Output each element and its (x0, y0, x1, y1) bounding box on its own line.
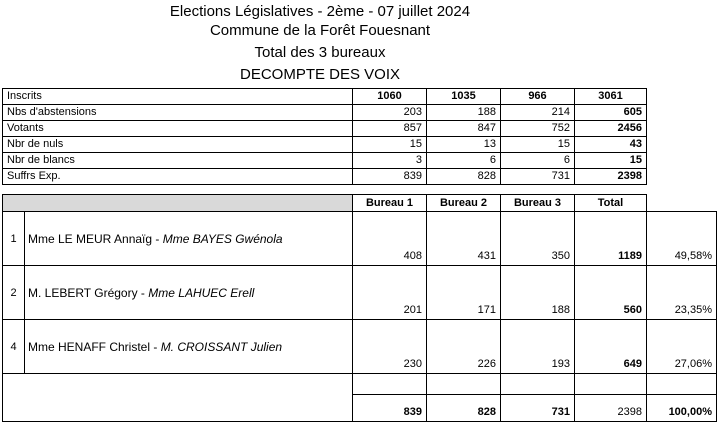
sum-b1: 839 (353, 395, 427, 422)
stats-total: 605 (575, 105, 647, 121)
candidate-number: 1 (3, 212, 25, 266)
candidate-number: 2 (3, 266, 25, 320)
stats-b3: 731 (501, 169, 575, 185)
stats-label: Suffrs Exp. (3, 169, 353, 185)
stats-label: Nbr de blancs (3, 153, 353, 169)
stats-b2: 188 (427, 105, 501, 121)
stats-b2: 847 (427, 121, 501, 137)
title-election: Elections Législatives - 2ème - 07 juillet 2024 (169, 3, 471, 20)
stats-total: 3061 (575, 89, 647, 105)
votes-b2: 431 (427, 212, 501, 266)
stats-b1: 857 (353, 121, 427, 137)
title-count: DECOMPTE DES VOIX (239, 66, 401, 83)
stats-total: 43 (575, 137, 647, 153)
stats-total: 2456 (575, 121, 647, 137)
votes-b1: 201 (353, 266, 427, 320)
stats-row-inscrits (3, 89, 647, 105)
name-separator: - (150, 339, 161, 354)
votes-b2: 171 (427, 266, 501, 320)
stats-table (2, 88, 647, 185)
votes-pct: 27,06% (647, 320, 717, 374)
col-bureau-2: Bureau 2 (427, 195, 501, 212)
candidate-name: Mme HENAFF Christel (28, 339, 151, 354)
stats-b2: 13 (427, 137, 501, 153)
results-header-row (3, 195, 717, 212)
candidate-names (25, 212, 353, 266)
stats-b1: 15 (353, 137, 427, 153)
title-scope: Total des 3 bureaux (254, 44, 386, 61)
stats-row-blancs (3, 153, 647, 169)
spacer-cell (501, 374, 575, 395)
substitute-name: M. CROISSANT Julien (160, 339, 283, 354)
stats-b2: 1035 (427, 89, 501, 105)
candidate-number: 4 (3, 320, 25, 374)
stats-b3: 214 (501, 105, 575, 121)
sum-pct: 100,00% (647, 395, 717, 422)
candidate-row (3, 212, 717, 266)
spacer-row (3, 374, 717, 395)
candidate-name: Mme LE MEUR Annaïg (28, 231, 153, 246)
votes-total: 560 (575, 266, 647, 320)
sum-b2: 828 (427, 395, 501, 422)
votes-b1: 408 (353, 212, 427, 266)
votes-total: 649 (575, 320, 647, 374)
stats-row-votants (3, 121, 647, 137)
stats-b1: 203 (353, 105, 427, 121)
spacer-cell (427, 374, 501, 395)
votes-pct: 49,58% (647, 212, 717, 266)
results-header-blank (3, 195, 353, 212)
spacer-cell (647, 374, 717, 395)
candidate-name: M. LEBERT Grégory (28, 285, 138, 300)
name-separator: - (137, 285, 149, 300)
spacer-cell (575, 374, 647, 395)
col-bureau-3: Bureau 3 (501, 195, 575, 212)
substitute-name: Mme LAHUEC Erell (148, 285, 255, 300)
votes-total: 1189 (575, 212, 647, 266)
stats-total: 15 (575, 153, 647, 169)
totals-row (3, 395, 717, 422)
stats-label: Nbr de nuls (3, 137, 353, 153)
votes-b3: 193 (501, 320, 575, 374)
stats-b1: 1060 (353, 89, 427, 105)
substitute-name: Mme BAYES Gwénola (162, 231, 283, 246)
col-bureau-1: Bureau 1 (353, 195, 427, 212)
stats-b3: 966 (501, 89, 575, 105)
stats-row-suffrages (3, 169, 647, 185)
stats-b1: 3 (353, 153, 427, 169)
votes-b2: 226 (427, 320, 501, 374)
spacer-cell (3, 374, 353, 395)
name-separator: - (152, 231, 163, 246)
votes-b1: 230 (353, 320, 427, 374)
votes-pct: 23,35% (647, 266, 717, 320)
stats-b1: 839 (353, 169, 427, 185)
stats-label: Votants (3, 121, 353, 137)
candidate-row (3, 266, 717, 320)
stats-total: 2398 (575, 169, 647, 185)
stats-b2: 828 (427, 169, 501, 185)
results-table (2, 194, 717, 422)
votes-b3: 350 (501, 212, 575, 266)
stats-label: Inscrits (3, 89, 353, 105)
stats-row-abstentions (3, 105, 647, 121)
col-total: Total (575, 195, 647, 212)
stats-b3: 6 (501, 153, 575, 169)
stats-row-nuls (3, 137, 647, 153)
totals-label-blank (3, 395, 353, 422)
stats-b3: 15 (501, 137, 575, 153)
candidate-names (25, 320, 353, 374)
stats-b2: 6 (427, 153, 501, 169)
col-pct-header (647, 195, 717, 212)
stats-label: Nbs d'abstensions (3, 105, 353, 121)
sum-b3: 731 (501, 395, 575, 422)
votes-b3: 188 (501, 266, 575, 320)
spacer-cell (353, 374, 427, 395)
stats-b3: 752 (501, 121, 575, 137)
sum-total: 2398 (575, 395, 647, 422)
candidate-row (3, 320, 717, 374)
title-commune: Commune de la Forêt Fouesnant (209, 22, 431, 39)
candidate-names (25, 266, 353, 320)
